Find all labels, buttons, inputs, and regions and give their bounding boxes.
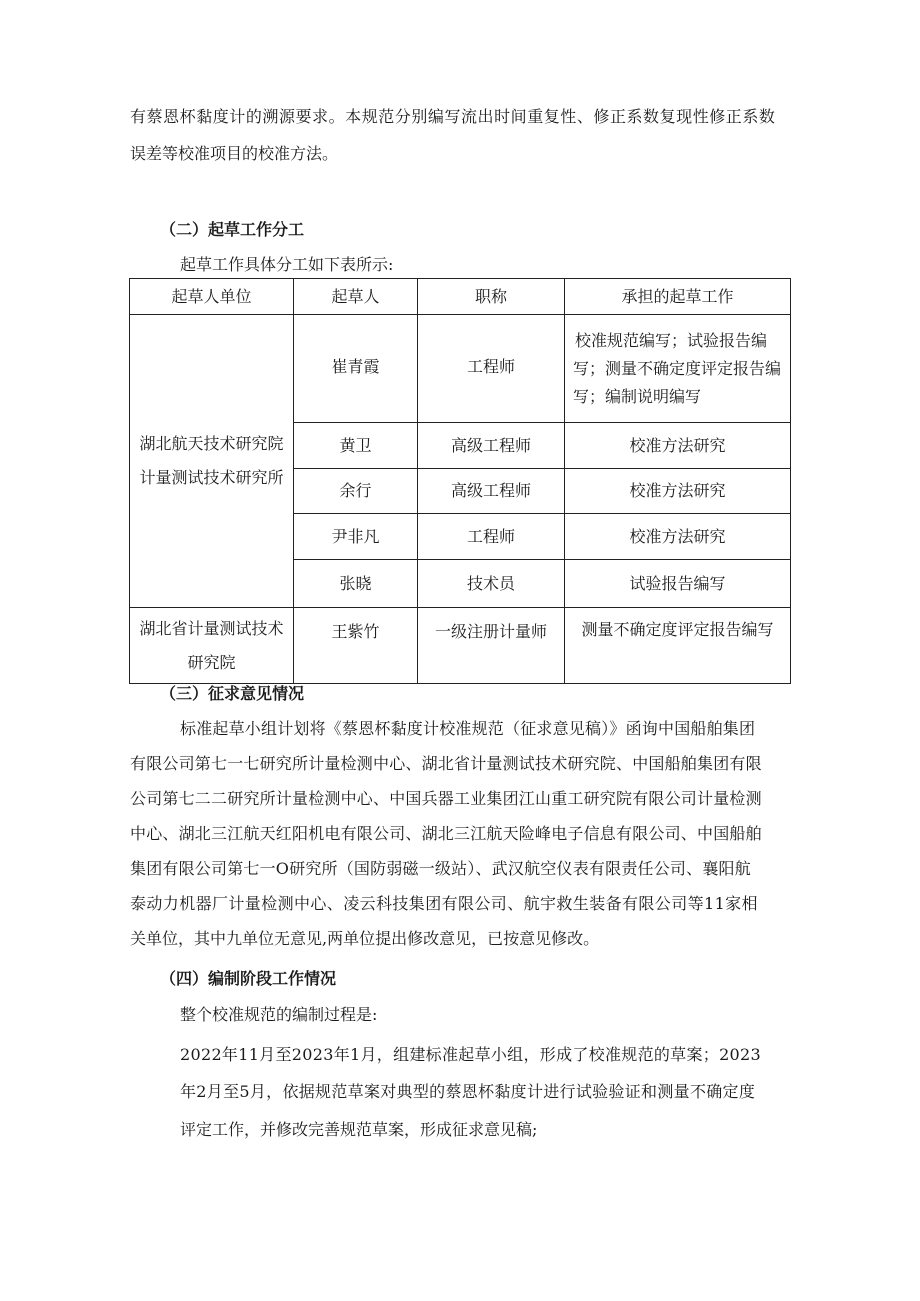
table-row bbox=[130, 315, 791, 423]
title-cell: 一级注册计量师 bbox=[418, 608, 565, 684]
org-1-line-2: 计量测试技术研究所 bbox=[139, 468, 284, 487]
intro-line-2: 误差等校准项目的校准方法。 bbox=[130, 144, 339, 163]
name-cell: 崔青霞 bbox=[294, 315, 418, 423]
title-cell: 工程师 bbox=[418, 514, 565, 560]
header-title: 职称 bbox=[418, 279, 565, 315]
work-cell: 测量不确定度评定报告编写 bbox=[565, 608, 791, 684]
header-name: 起草人 bbox=[294, 279, 418, 315]
section-3-line-6: 泰动力机器厂计量检测中心、凌云科技集团有限公司、航宇救生装备有限公司等11家相 bbox=[130, 894, 758, 913]
table-row bbox=[130, 608, 791, 684]
name-cell: 黄卫 bbox=[294, 423, 418, 469]
work-cell: 校准方法研究 bbox=[565, 423, 791, 469]
section-3-line-3: 公司第七二二研究所计量检测中心、中国兵器工业集团江山重工研究院有限公司计量检测 bbox=[130, 789, 762, 808]
title-cell: 技术员 bbox=[418, 560, 565, 608]
name-cell: 尹非凡 bbox=[294, 514, 418, 560]
table-header-row bbox=[130, 279, 791, 315]
section-4-line-4: 评定工作，并修改完善规范草案，形成征求意见稿; bbox=[180, 1120, 538, 1139]
org-2-line-1: 湖北省计量测试技术 bbox=[139, 618, 284, 638]
section-3-line-5: 集团有限公司第七一O研究所（国防弱磁一级站）、武汉航空仪表有限责任公司、襄阳航 bbox=[130, 859, 751, 878]
work-cell: 校准方法研究 bbox=[565, 514, 791, 560]
section-4-heading: （四）编制阶段工作情况 bbox=[160, 969, 337, 988]
work-line-2: 写；测量不确定度评定报告编 bbox=[573, 358, 782, 378]
header-work: 承担的起草工作 bbox=[565, 279, 791, 315]
section-3-heading: （三）征求意见情况 bbox=[160, 684, 305, 703]
title-cell: 高级工程师 bbox=[418, 423, 565, 469]
org-cell-1 bbox=[130, 315, 294, 608]
section-4-line-2: 2022年11月至2023年1月，组建标准起草小组，形成了校准规范的草案；2023 bbox=[180, 1045, 761, 1064]
org-1-line-1: 湖北航天技术研究院 bbox=[139, 434, 284, 453]
work-line-3: 写；编制说明编写 bbox=[573, 386, 702, 406]
work-cell: 试验报告编写 bbox=[565, 560, 791, 608]
work-cell: 校准方法研究 bbox=[565, 469, 791, 514]
section-3-line-7: 关单位，其中九单位无意见,两单位提出修改意见，已按意见修改。 bbox=[130, 929, 600, 948]
section-4-line-1: 整个校准规范的编制过程是: bbox=[180, 1005, 378, 1024]
org-2-line-2: 研究院 bbox=[187, 652, 236, 672]
section-3-line-2: 有限公司第七一七研究所计量检测中心、湖北省计量测试技术研究院、中国船舶集团有限 bbox=[130, 754, 762, 773]
name-cell: 王紫竹 bbox=[294, 608, 418, 684]
intro-line-1: 有蔡恩杯黏度计的溯源要求。本规范分别编写流出时间重复性、修正系数复现性修正系数 bbox=[130, 107, 776, 126]
work-cell bbox=[565, 315, 791, 423]
header-org: 起草人单位 bbox=[130, 279, 294, 315]
name-cell: 余行 bbox=[294, 469, 418, 514]
drafting-division-table bbox=[129, 278, 791, 684]
section-3-line-4: 中心、湖北三江航天红阳机电有限公司、湖北三江航天险峰电子信息有限公司、中国船舶 bbox=[130, 824, 762, 843]
section-2-heading: （二）起草工作分工 bbox=[160, 220, 305, 239]
name-cell: 张晓 bbox=[294, 560, 418, 608]
section-3-line-1: 标准起草小组计划将《蔡恩杯黏度计校准规范（征求意见稿）》函询中国船舶集团 bbox=[180, 719, 756, 738]
org-cell-2 bbox=[130, 608, 294, 684]
section-2-lead: 起草工作具体分工如下表所示: bbox=[180, 255, 394, 274]
work-line-1: 校准规范编写；试验报告编 bbox=[575, 330, 768, 350]
section-4-line-3: 年2月至5月，依据规范草案对典型的蔡恩杯黏度计进行试验验证和测量不确定度 bbox=[180, 1082, 756, 1101]
title-cell: 工程师 bbox=[418, 315, 565, 423]
title-cell: 高级工程师 bbox=[418, 469, 565, 514]
